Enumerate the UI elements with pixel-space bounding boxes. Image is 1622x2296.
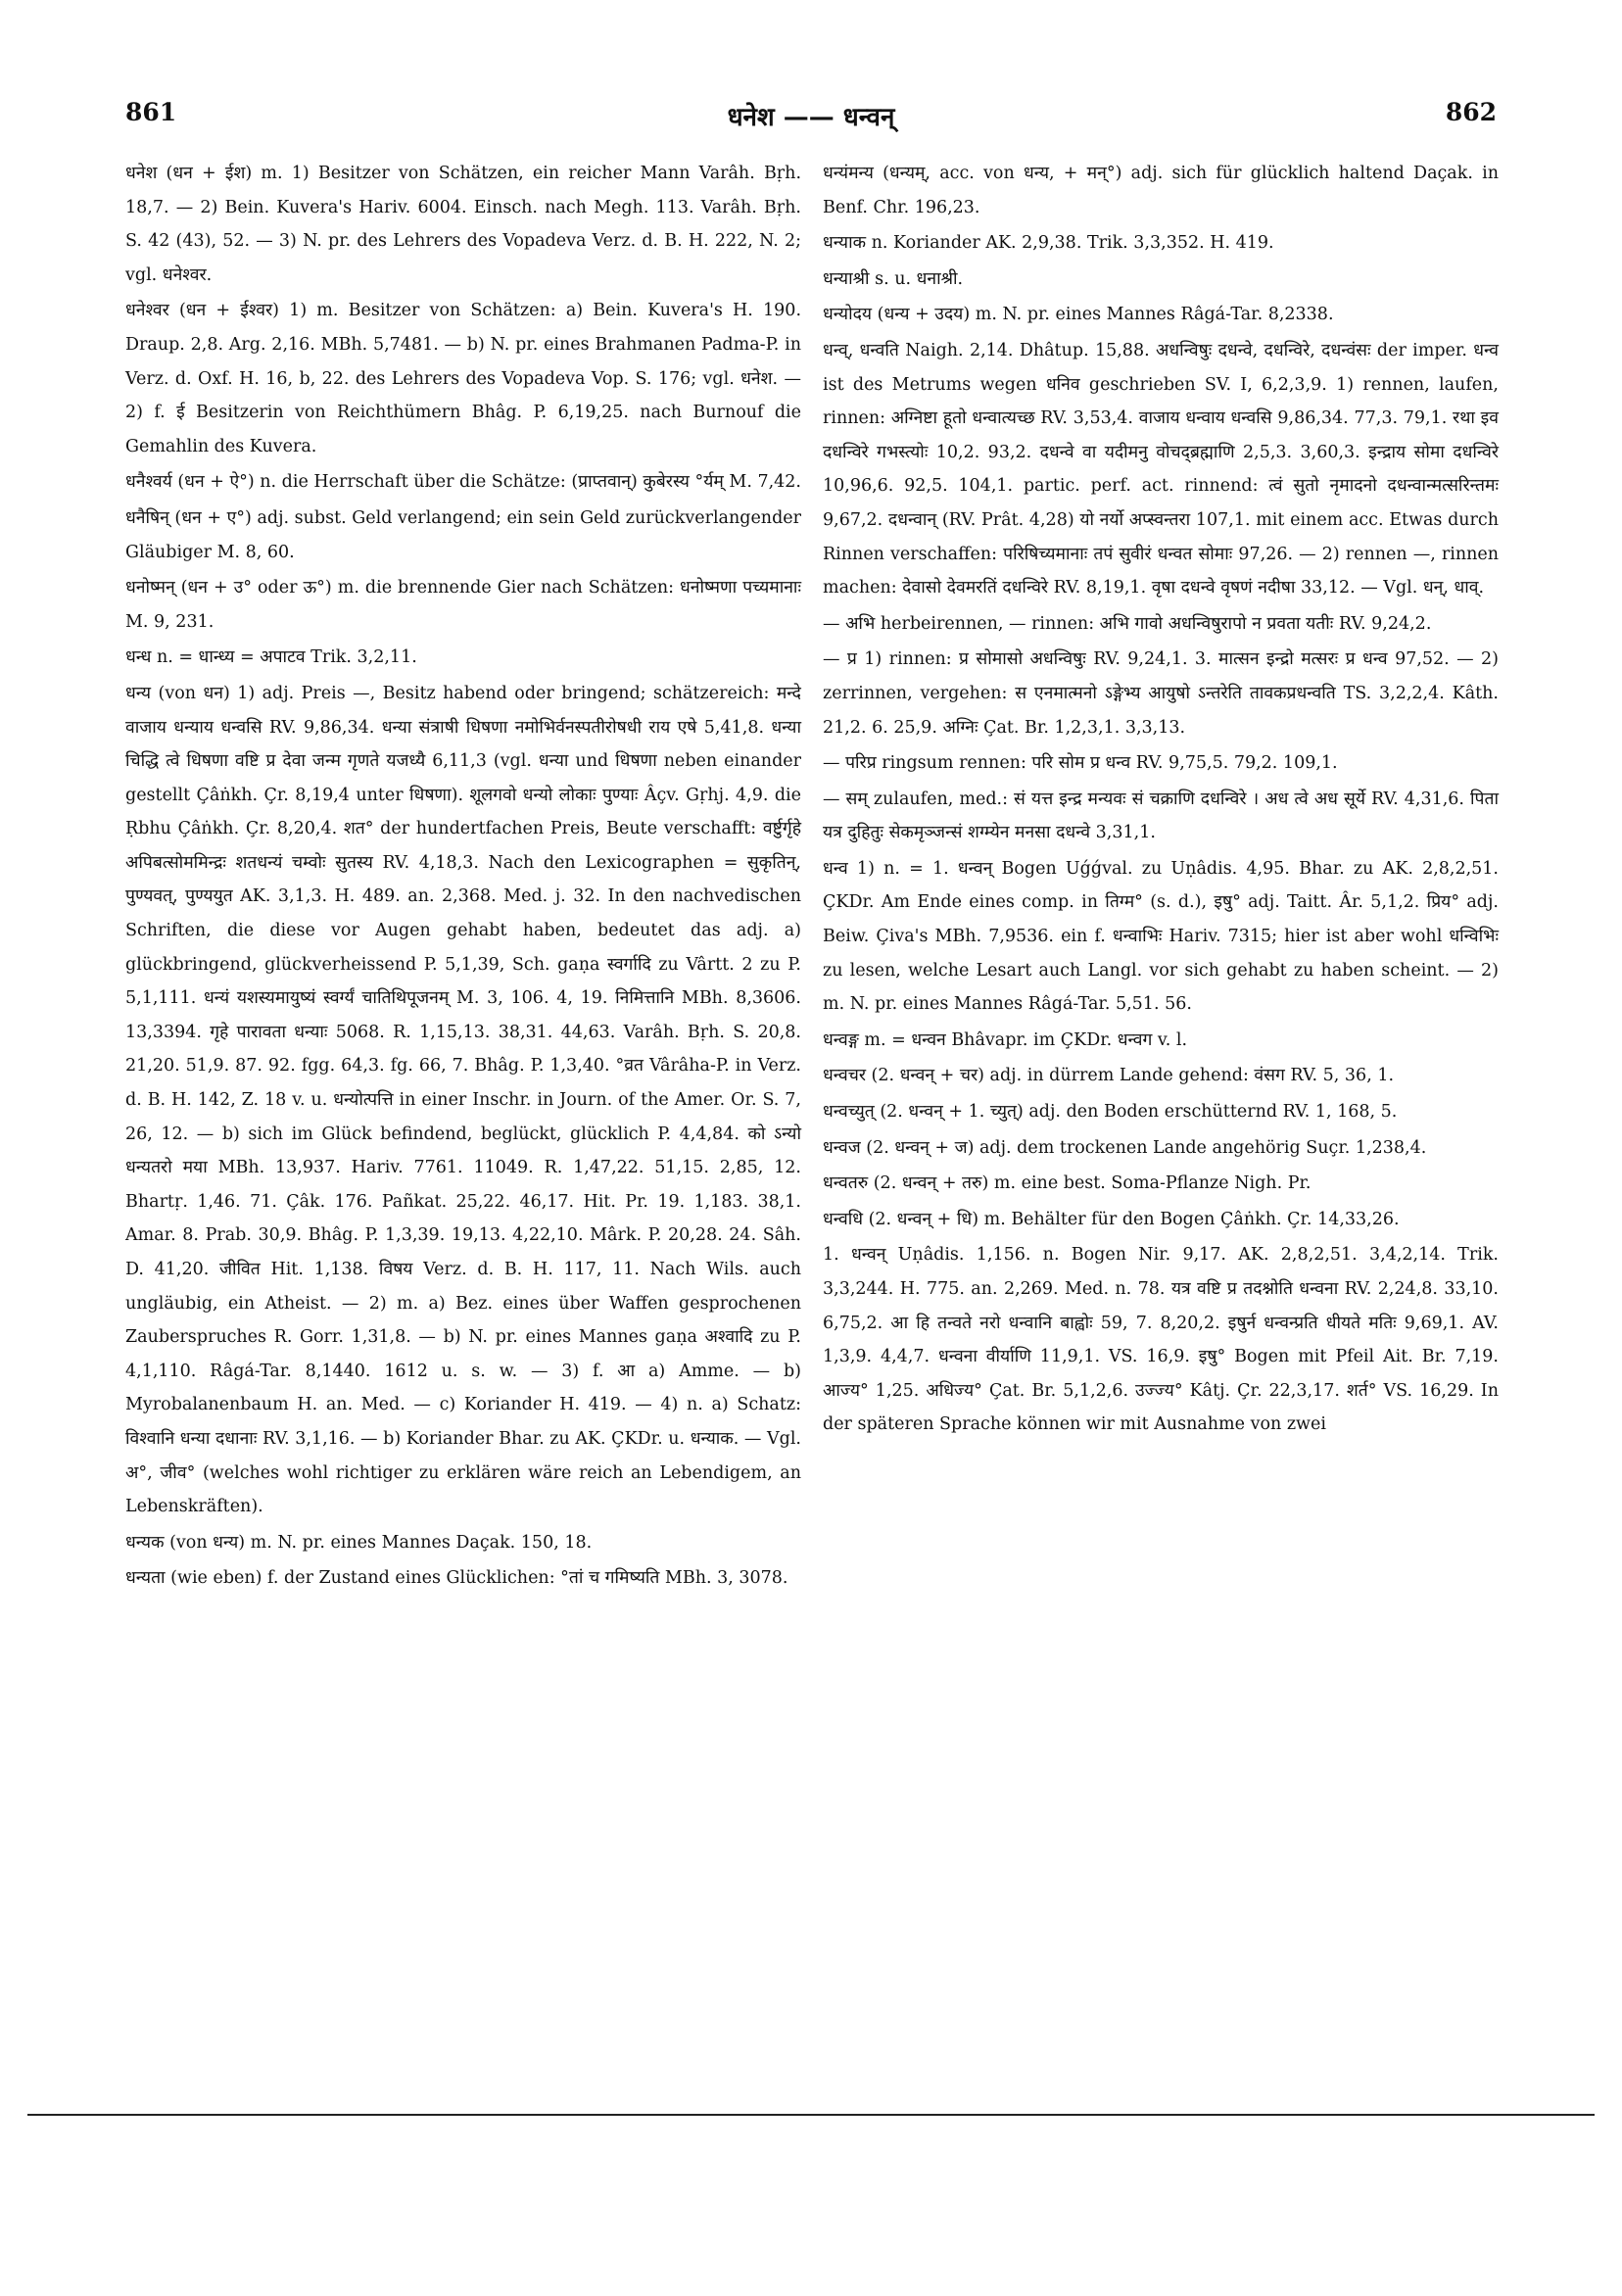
entry-headword: धन्व <box>823 858 848 879</box>
dictionary-entry <box>823 783 1499 850</box>
entry-headword: धन्वचर (2. धन्वन् + चर) <box>823 1066 984 1086</box>
entry-headword: — प्र <box>823 649 857 670</box>
entry-definition: f. der Zustand eines Glücklichen: °तां च गमिष्यति MBh. 3, 3078. <box>262 1568 788 1589</box>
entry-headword: धनेश्वर (धन + ईश्वर) <box>125 301 280 321</box>
dictionary-entry <box>125 465 801 500</box>
entry-definition: m. Behälter für den Bogen Çâṅkh. Çr. 14,33,26. <box>978 1209 1400 1229</box>
dictionary-entry <box>125 1561 801 1596</box>
entry-headword: धन्वङ्ग <box>823 1029 859 1050</box>
dictionary-entry <box>125 157 801 292</box>
running-title: धनेश —— धन्वन् <box>727 103 895 132</box>
entry-definition: s. u. धनाश्री. <box>869 268 964 289</box>
entry-definition: Naigh. 2,14. Dhâtup. 15,88. अधन्विषुः दधन्वे, दधन्विरे, दधन्वंसः der imper. धन्व ist des Metrums wegen धनिव geschrieben SV. I, 6,2,3,9. 1) rennen, laufen, rinnen: अग्निष्टा हूतो धन्वात्यच्छ RV. 3,53,4. वाजाय धन्वाय धन्वसि 9,86,34. 77,3. 79,1. रथा इव दधन्विरे गभस्त्योः 10,2. 93,2. दधन्वे वा यदीमनु वोचद्ब्रह्माणि 2,5,3. 3,60,3. इन्द्राय सोमा दधन्विरे 10,96,6. 92,5. 104,1. partic. perf. act. rinnend: त्वं सुतो नृमादनो दधन्वान्मत्सरिन्तमः 9,67,2. दधन्वान् (RV. Prât. 4,28) यो नर्यो अप्स्वन्तरा 107,1. mit einem acc. Etwas durch Rinnen verschaffen: परिषिच्यमानाः तपं सुवीरं धन्वत सोमाः 97,26. — 2) rennen —, rinnen machen: देवासो देवमरतिं दधन्विरे RV. 8,19,1. वृषा दधन्वे वृषणं नदीषा 33,12. — Vgl. धन्, धाव्. <box>823 340 1499 598</box>
dictionary-entry <box>125 294 801 463</box>
entry-definition: m. die brennende Gier nach Schätzen: धनोष्मणा पच्यमानाः M. 9, 231. <box>125 578 802 632</box>
page-number-left: 861 <box>125 98 177 126</box>
dictionary-entry <box>125 571 801 639</box>
entry-definition: zulaufen, med.: सं यत्त इन्द्र मन्यवः सं चक्राणि दधन्विरे । अध त्वे अध सूर्ये RV. 4,31,6. पिता यत्र दुहितुः सेकमृञ्जन्सं शग्म्येन मनसा दधन्वे 3,31,1. <box>823 789 1499 843</box>
entry-definition: adj. dem trockenen Lande angehörig Suçr. 1,238,4. <box>974 1137 1427 1158</box>
dictionary-entry <box>823 298 1499 332</box>
dictionary-entry <box>125 1526 801 1560</box>
entry-definition: adj. den Boden erschütternd RV. 1, 168, 5. <box>1023 1102 1398 1123</box>
entry-definition: m. N. pr. eines Mannes Râgá-Tar. 8,2338. <box>970 305 1334 325</box>
entry-headword: धनैश्वर्य (धन + ऐ°) <box>125 472 255 493</box>
dictionary-entry <box>823 157 1499 224</box>
page-header <box>125 98 1497 137</box>
entry-headword: धनेश (धन + ईश) <box>125 164 253 183</box>
entry-definition: m. 1) Besitzer von Schätzen, ein reicher Mann Varâh. Bṛh. 18,7. — 2) Bein. Kuvera's Hariv. 6004. Einsch. nach Megh. 113. Varâh. Bṛh. S. 42 (43), 52. — 3) N. pr. des Lehrers des Vopadeva Verz. d. B. H. 222, N. 2; vgl. धनेश्वर. <box>125 164 802 285</box>
dictionary-entry <box>125 641 801 675</box>
dictionary-entry <box>823 1167 1499 1201</box>
right-column <box>823 157 1499 1444</box>
dictionary-entry <box>823 1024 1499 1058</box>
entry-definition: herbeirennen, — rinnen: अभि गावो अधन्विषुरापो न प्रवता यतीः RV. 9,24,2. <box>875 613 1432 634</box>
dictionary-entry <box>823 746 1499 781</box>
entry-headword: धनैषिन् (धन + ए°) <box>125 507 252 528</box>
dictionary-entry <box>823 852 1499 1022</box>
entry-definition: m. = धन्वन Bhâvapr. im ÇKDr. धन्वग v. l. <box>858 1029 1188 1050</box>
dictionary-entry <box>823 1131 1499 1166</box>
dictionary-entry <box>823 643 1499 744</box>
entry-definition: Uṇâdis. 1,156. n. Bogen Nir. 9,17. AK. 2,8,2,51. 3,4,2,14. Trik. 3,3,244. H. 775. an. 2,269. Med. n. 78. यत्र वष्टि प्र तदश्नोति धन्वना RV. 2,24,8. 33,10. 6,75,2. आ हि तन्वते नरो धन्वानि बाह्वोः 59, 7. 8,20,2. इषुर्न धन्वन्प्रति धीयते मतिः 9,69,1. AV. 1,3,9. 4,4,7. धन्वना वीर्याणि 11,9,1. VS. 16,9. इषु° Bogen mit Pfeil Ait. Br. 7,19. आज्य° 1,25. अधिज्य° Çat. Br. 5,1,2,6. उज्ज्य° Kâtj. Çr. 22,3,17. शर्त° VS. 16,29. In der späteren Sprache können wir mit Ausnahme von zwei <box>823 1245 1499 1435</box>
entry-headword: धन्वज (2. धन्वन् + ज) <box>823 1137 975 1158</box>
entry-definition: m. eine best. Soma-Pflanze Nigh. Pr. <box>988 1173 1312 1194</box>
entry-definition: adj. in dürrem Lande gehend: वंसग RV. 5, 36, 1. <box>983 1066 1395 1086</box>
entry-headword: धन्याक <box>823 233 867 254</box>
dictionary-entry <box>125 502 801 569</box>
dictionary-entry <box>823 334 1499 605</box>
dictionary-entry <box>823 1238 1499 1442</box>
entry-definition: 1) n. = 1. धन्वन् Bogen Uǵǵval. zu Uṇâdis. 4,95. Bhar. zu AK. 2,8,2,51. ÇKDr. Am Ende eines comp. in तिग्म° (s. d.), इषु° adj. Taitt. Âr. 5,1,2. प्रिय° adj. Beiw. Çiva's MBh. 7,9536. ein f. धन्वाभिः Hariv. 7315; hier ist aber wohl धन्विभिः zu lesen, welche Lesart auch Langl. vor sich gehabt zu haben scheint. — 2) m. N. pr. eines Mannes Râgá-Tar. 5,51. 56. <box>823 858 1499 1015</box>
entry-definition: adj. subst. Geld verlangend; ein sein Geld zurückverlangender Gläubiger M. 8, 60. <box>125 507 801 562</box>
entry-headword: धन्याश्री <box>823 268 870 289</box>
entry-definition: 1) rinnen: प्र सोमासो अधन्विषुः RV. 9,24,1. 3. मात्सन इन्द्रो मत्सरः प्र धन्व 97,52. — 2) zerrinnen, vergehen: स एनमात्मनो ऽङ्गेभ्य आयुषो ऽन्तरेति तावकप्रधन्वति TS. 3,2,2,4. Kâth. 21,2. 6. 25,9. अग्निः Çat. Br. 1,2,3,1. 3,3,13. <box>823 649 1499 738</box>
entry-headword: धन्य (von धन) <box>125 683 230 703</box>
entry-headword: — सम् <box>823 789 868 809</box>
entry-headword: धन्यता (wie eben) <box>125 1568 262 1589</box>
entry-definition: 1) adj. Preis —, Besitz habend oder bringend; schätzereich: मन्दे वाजाय धन्याय धन्वसि RV. 9,86,34. धन्या संत्राषी धिषणा नमोभिर्वनस्पतीरोषधी राय एषे 5,41,8. धन्या चिद्धि त्वे धिषणा वष्टि प्र देवा जन्म गृणते यजध्यै 6,11,3 (vgl. धन्या und धिषणा neben einander gestellt Çâṅkh. Çr. 8,19,4 unter धिषणा). शूलगवो धन्यो लोकाः पुण्याः Âçv. Gṛhj. 4,9. die Ṛbhu Çâṅkh. Çr. 8,20,4. शत° der hundertfachen Preis, Beute verschafft: वर्ष्टुर्गृहे अपिबत्सोममिन्द्रः शतधन्यं चम्वोः सुतस्य RV. 4,18,3. Nach den Lexicographen = सुकृतिन्, पुण्यवत्, पुण्ययुत AK. 3,1,3. H. 489. an. 2,368. Med. j. 32. In den nachvedischen Schriften, die diese vor Augen gehabt haben, bedeutet das adj. a) glückbringend, glückverheissend P. 5,1,39, Sch. gaṇa स्वर्गादि zu Vârtt. 2 zu P. 5,1,111. धन्यं यशस्यमायुष्यं स्वर्ग्यं चातिथिपूजनम् M. 3, 106. 4, 19. निमित्तानि MBh. 8,3606. 13,3394. गृहे पारावता धन्याः 5068. R. 1,15,13. 38,31. 44,63. Varâh. Bṛh. S. 20,8. 21,20. 51,9. 87. 92. fgg. 64,3. fg. 66, 7. Bhâg. P. 1,3,40. °व्रत Vârâha-P. in Verz. d. B. H. 142, Z. 18 v. u. धन्योत्पत्ति in einer Inschr. in Journ. of the Amer. Or. S. 7, 26, 12. — b) sich im Glück befindend, beglückt, glücklich P. 4,4,84. को ऽन्यो धन्यतरो मया MBh. 13,937. Hariv. 7761. 11049. R. 1,47,22. 51,15. 2,85, 12. Bhartṛ. 1,46. 71. Çâk. 176. Pañkat. 25,22. 46,17. Hit. Pr. 19. 1,183. 38,1. Amar. 8. Prab. 30,9. Bhâg. P. 1,3,39. 19,13. 4,22,10. Mârk. P. 20,28. 24. Sâh. D. 41,20. जीवित Hit. 1,138. विषय Verz. d. B. H. 117, 11. Nach Wils. auch ungläubig, ein Atheist. — 2) m. a) Bez. eines über Waffen gesprochenen Zauberspruches R. Gorr. 1,31,8. — b) N. pr. eines Mannes gaṇa अश्वादि zu P. 4,1,110. Râgá-Tar. 8,1440. 1612 u. s. w. — 3) f. आ a) Amme. — b) Myrobalanenbaum H. an. Med. — c) Koriander H. 419. — 4) n. a) Schatz: विश्वानि धन्या दधानाः RV. 3,1,16. — b) Koriander Bhar. zu AK. ÇKDr. u. धन्याक. — Vgl. अ°, जीव° (welches wohl richtiger zu erklären wäre reich an Lebendigem, an Lebenskräften). <box>125 683 801 1517</box>
entry-headword: — परिप्र <box>823 753 877 774</box>
dictionary-entry <box>823 607 1499 642</box>
entry-headword: धन्यंमन्य (धन्यम्, acc. von धन्य, + मन्°) <box>823 164 1122 183</box>
entry-headword: 1. धन्वन् <box>823 1245 886 1266</box>
entry-headword: धन्वतरु (2. धन्वन् + तरु) <box>823 1173 989 1194</box>
dictionary-entry <box>823 263 1499 297</box>
entry-definition: 1) m. Besitzer von Schätzen: a) Bein. Kuvera's H. 190. Draup. 2,8. Arg. 2,16. MBh. 5,7481. — b) N. pr. eines Brahmanen Padma-P. in Verz. d. Oxf. H. 16, b, 22. des Lehrers des Vopadeva Vop. S. 176; vgl. धनेश. — 2) f. ई Besitzerin von Reichthümern Bhâg. P. 6,19,25. nach Burnouf die Gemahlin des Kuvera. <box>125 301 802 456</box>
entry-headword: धन्यक (von धन्य) <box>125 1532 246 1553</box>
dictionary-entry <box>823 1203 1499 1237</box>
entry-definition: n. Koriander AK. 2,9,38. Trik. 3,3,352. H. 419. <box>866 233 1274 254</box>
entry-definition: n. die Herrschaft über die Schätze: (प्राप्तवान्) कुबेरस्य °र्यम् M. 7,42. <box>254 472 801 493</box>
entry-headword: — अभि <box>823 613 876 634</box>
entry-headword: धन्व्, धन्वति <box>823 340 899 360</box>
entry-headword: धनोष्मन् (धन + उ° oder ऊ°) <box>125 578 332 598</box>
entry-headword: धन्योदय (धन्य + उदय) <box>823 305 971 325</box>
dictionary-entry <box>823 1059 1499 1093</box>
page-number-right: 862 <box>1445 98 1497 126</box>
entry-headword: धन्ध <box>125 647 152 668</box>
entry-headword: धन्वच्युत् (2. धन्वन् + 1. च्युत्) <box>823 1102 1024 1123</box>
entry-definition: adj. sich für glücklich haltend Daçak. in Benf. Chr. 196,23. <box>823 164 1499 217</box>
dictionary-entry <box>823 226 1499 261</box>
left-column <box>125 157 801 1598</box>
entry-definition: n. = धान्ध्य = अपाटव Trik. 3,2,11. <box>151 647 417 668</box>
entry-headword: धन्वधि (2. धन्वन् + धि) <box>823 1209 979 1229</box>
entry-definition: ringsum rennen: परि सोम प्र धन्व RV. 9,75,5. 79,2. 109,1. <box>876 753 1338 774</box>
dictionary-entry <box>125 677 801 1524</box>
bottom-rule <box>27 2114 1595 2116</box>
entry-definition: m. N. pr. eines Mannes Daçak. 150, 18. <box>245 1532 593 1553</box>
dictionary-entry <box>823 1095 1499 1129</box>
